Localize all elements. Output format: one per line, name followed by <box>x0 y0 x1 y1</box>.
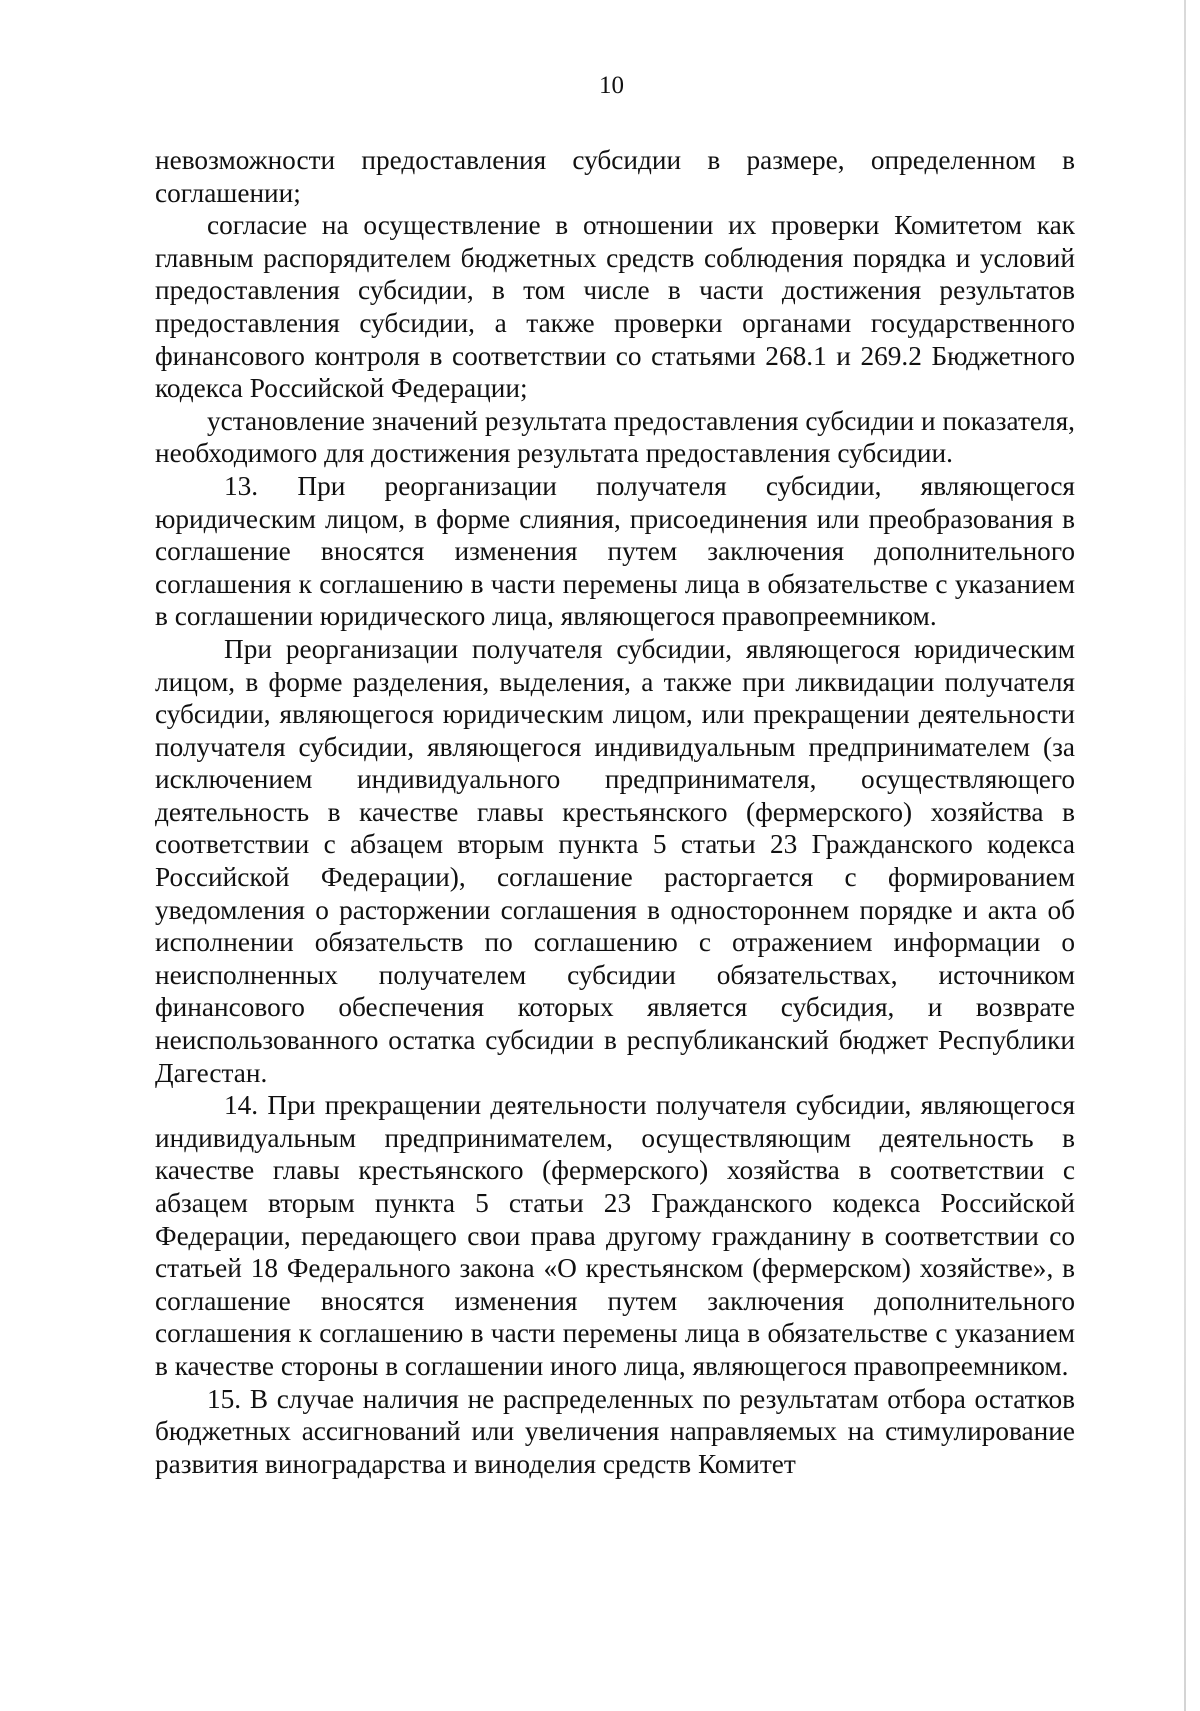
paragraph-item-13: 13. При реорганизации получателя субсидии, являющегося юридическим лицом, в форме слияния, присоединения или преобразования в соглашение вносятся изменения путем заключения дополнительного соглашения к соглашению в части перемены лица в обязательстве с указанием в соглашении юридического лица, являющегося правопреемником. <box>155 470 1075 632</box>
document-body <box>155 144 1075 1480</box>
paragraph-item-15: 15. В случае наличия не распределенных по результатам отбора остатков бюджетных ассигнований или увеличения направляемых на стимулирование развития виноградарства и виноделия средств Комитет <box>155 1383 1075 1479</box>
paragraph-result-values: установление значений результата предоставления субсидии и показателя, необходимого для достижения результата предоставления субсидии. <box>155 405 1075 469</box>
paragraph-continuation: невозможности предоставления субсидии в размере, определенном в соглашении; <box>155 145 1075 208</box>
paragraph-item-14: 14. При прекращении деятельности получателя субсидии, являющегося индивидуальным предпринимателем, осуществляющим деятельность в качестве главы крестьянского (фермерского) хозяйства в соответствии с абзацем вторым пункта 5 статьи 23 Гражданского кодекса Российской Федерации, передающего свои права другому гражданину в соответствии со статьей 18 Федерального закона «О крестьянском (фермерском) хозяйстве», в соглашение вносятся изменения путем заключения дополнительного соглашения к соглашению в части перемены лица в обязательстве с указанием в качестве стороны в соглашении иного лица, являющегося правопреемником. <box>155 1090 1075 1381</box>
page-number: 10 <box>599 72 624 99</box>
paragraph-consent-inspection: согласие на осуществление в отношении их проверки Комитетом как главным распорядителем бюджетных средств соблюдения порядка и условий предоставления субсидии, в том числе в части достижения результатов предоставления субсидии, а также проверки органами государственного финансового контроля в соответствии со статьями 268.1 и 269.2 Бюджетного кодекса Российской Федерации; <box>155 210 1075 404</box>
scan-edge-line <box>1184 0 1186 1711</box>
paragraph-reorganization-termination: При реорганизации получателя субсидии, являющегося юридическим лицом, в форме разделения, выделения, а также при ликвидации получателя субсидии, являющегося юридическим лицом, или прекращении деятельности получателя субсидии, являющегося индивидуальным предпринимателем (за исключением индивидуального предпринимателя, осуществляющего деятельность в качестве главы крестьянского (фермерского) хозяйства в соответствии с абзацем вторым пункта 5 статьи 23 Гражданского кодекса Российской Федерации), соглашение расторгается с формированием уведомления о расторжении соглашения в одностороннем порядке и акта об исполнении обязательств по соглашению с отражением информации о неисполненных получателем субсидии обязательствах, источником финансового обеспечения которых является субсидия, и возврате неиспользованного остатка субсидии в республиканский бюджет Республики Дагестан. <box>155 633 1075 1088</box>
